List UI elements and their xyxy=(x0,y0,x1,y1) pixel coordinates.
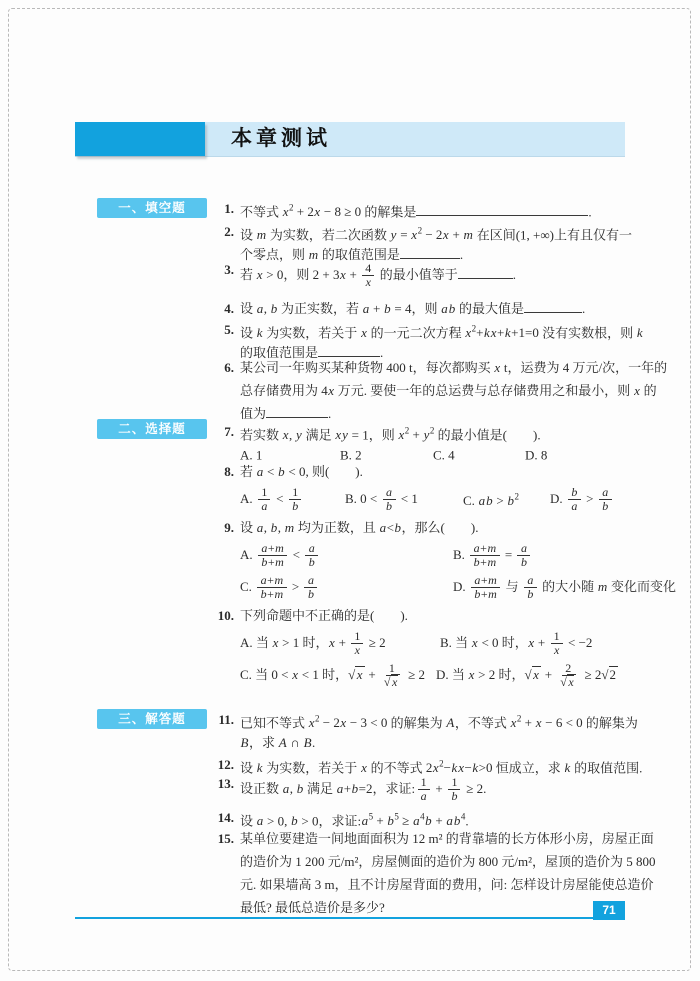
text-run: 为实数，若关于 xyxy=(263,760,361,776)
problem-number: 3. xyxy=(224,262,234,277)
text-run: 若实数 xyxy=(240,427,283,443)
math-run: a + b = 4 xyxy=(362,301,412,316)
math-run: x > 2 xyxy=(468,667,496,682)
fraction: $\frac{1}{√ x}$ xyxy=(381,662,403,689)
text-run: 变化而变化 xyxy=(607,579,677,594)
text-run: 设 xyxy=(240,301,257,316)
fraction: $\frac{a}{b}$ xyxy=(383,486,396,513)
text-run: 最低? 最低总造价是多少? xyxy=(240,900,385,915)
text-run: ，那么( xyxy=(401,520,445,535)
text-run: ，则 xyxy=(368,427,399,443)
math-run: A xyxy=(446,715,455,731)
math-run: 0 < x < 1 xyxy=(271,667,319,682)
fraction: $\frac{1}{x}$ xyxy=(351,630,363,657)
math-run: a, b xyxy=(282,781,304,796)
fraction: $\frac{2}{√ x}$ xyxy=(557,662,579,689)
math-run: x, y xyxy=(282,427,302,443)
math-run: < 1 xyxy=(397,491,418,506)
math-run: $x^2+kx+k+1=0$ xyxy=(465,324,539,341)
fraction: $\frac{a}{b}$ xyxy=(524,574,537,601)
text-run: 万元. 要使一年的总运费与总存储费用之和最小，则 xyxy=(334,383,634,398)
choice-option xyxy=(240,483,304,515)
text-run: . xyxy=(588,204,592,220)
problem-number: 9. xyxy=(224,520,234,535)
text-run: ，则 xyxy=(411,301,441,316)
answer-blank xyxy=(524,311,582,313)
math-run: > xyxy=(288,579,303,594)
problem-number: 2. xyxy=(224,224,234,239)
text-run: 为实数，若二次函数 xyxy=(266,227,391,243)
fraction: $\frac{a}{b}$ xyxy=(517,542,530,569)
text-run: 的造价为 1 200 元/m²，房屋侧面的造价为 800 元/m²，屋顶的造价为 5 800 xyxy=(240,854,656,869)
problem-number: 4. xyxy=(224,301,234,316)
math-run: m xyxy=(256,227,267,243)
math-run: < xyxy=(272,491,287,506)
choice-option xyxy=(436,659,618,691)
math-run: k xyxy=(564,760,571,776)
math-run: √ x + xyxy=(524,667,556,682)
text-run: 设 xyxy=(240,760,257,776)
problem-number: 11. xyxy=(218,712,234,727)
fraction: $\frac{a}{b}$ xyxy=(305,542,318,569)
problem-line xyxy=(240,197,644,220)
problem-line xyxy=(240,220,644,243)
text-run: 个零点，则 xyxy=(240,247,309,262)
math-run: x + xyxy=(329,635,350,650)
text-run: 已知不等式 xyxy=(240,715,309,731)
text-run: 的一元二次方程 xyxy=(367,325,465,341)
text-run: 时， xyxy=(498,635,528,650)
page-number-badge: 71 xyxy=(593,901,625,920)
problem-number: 12. xyxy=(217,757,234,772)
text-run: . xyxy=(465,813,469,829)
fraction: $\frac{1}{b}$ xyxy=(448,776,461,803)
text-run: 的取值范围. xyxy=(570,760,643,776)
math-run: < −2 xyxy=(564,635,593,650)
text-run: ，则 xyxy=(283,267,313,282)
text-run: C. 当 xyxy=(240,667,272,682)
text-run: 的解集是 xyxy=(361,204,417,220)
text-run: 的大小随 xyxy=(538,579,598,594)
math-run: < xyxy=(289,547,304,562)
text-run: t，运费为 4 万元/次，一年的 xyxy=(500,360,668,375)
problem-line xyxy=(240,516,644,539)
math-run: > xyxy=(582,491,597,506)
problem-line xyxy=(240,604,644,627)
math-run: x xyxy=(634,383,640,398)
math-run: a<b xyxy=(379,520,402,535)
text-run: . xyxy=(512,267,516,282)
math-run: ≥ 2 xyxy=(404,667,425,682)
fraction: $\frac{1}{a}$ xyxy=(258,486,271,513)
math-run: $x^2 + y^2$ xyxy=(398,426,435,443)
problem-number: 13. xyxy=(217,776,234,791)
answer-blank xyxy=(266,416,328,418)
choice-option xyxy=(240,659,425,691)
text-run: 均为正数，且 xyxy=(294,520,380,535)
math-run: ab xyxy=(441,301,456,316)
text-run: C. 4 xyxy=(433,447,455,462)
choice-option xyxy=(550,483,614,515)
text-run: 在区间(1, +∞)上有且仅有一 xyxy=(473,227,632,243)
choice-option xyxy=(345,483,418,515)
math-run: ≥ 2 xyxy=(462,781,484,796)
fraction: $\frac{a}{b}$ xyxy=(599,486,612,513)
text-run: ，求 xyxy=(248,735,279,750)
text-run: 时， xyxy=(299,635,329,650)
problem-line xyxy=(240,708,644,731)
choice-option xyxy=(240,539,320,571)
choice-option xyxy=(240,571,319,603)
text-run: A. 当 xyxy=(240,635,273,650)
math-run: k xyxy=(256,325,263,341)
text-run: 的 xyxy=(640,383,657,398)
text-run: 的取值范围是 xyxy=(240,345,319,360)
problem-number: 15. xyxy=(217,831,234,846)
math-run: $2x^2-kx-k>0$ xyxy=(425,759,493,776)
fraction: $\frac{a+m}{b+m}$ xyxy=(257,574,286,601)
math-run: a < b < 0 xyxy=(256,464,306,479)
page-title: 本章测试 xyxy=(231,126,331,150)
math-run: $x^2 - 2x - 3 < 0$ xyxy=(308,714,388,731)
text-run: 下列命题中不正确的是( xyxy=(240,608,375,623)
problem-line xyxy=(240,356,668,379)
problem-item xyxy=(210,708,644,754)
text-run: 设正数 xyxy=(240,781,283,796)
text-run: 设 xyxy=(240,520,257,535)
text-run: . xyxy=(380,345,384,360)
problem-item xyxy=(210,604,644,691)
math-run: a > 0, b > 0 xyxy=(256,813,319,829)
problem-line xyxy=(240,460,644,483)
problem-number: 14. xyxy=(217,810,234,825)
problem-line xyxy=(240,539,644,571)
math-run: 2 + 3x + xyxy=(312,267,361,282)
text-run: ，求证: xyxy=(318,813,362,829)
problem-item xyxy=(210,356,668,425)
math-run: x xyxy=(494,360,501,375)
problem-number: 5. xyxy=(224,322,234,337)
text-run: D. xyxy=(453,579,469,594)
problem-number: 7. xyxy=(224,424,234,439)
math-run: ≥ 2 xyxy=(365,635,386,650)
text-run: C. xyxy=(240,579,256,594)
problem-number: 1. xyxy=(224,201,234,216)
text-run: 时， xyxy=(495,667,525,682)
text-run: . xyxy=(459,247,464,262)
section-label: 三、解答题 xyxy=(97,709,207,729)
choice-option xyxy=(453,539,532,571)
problem-number: 6. xyxy=(224,360,234,375)
fraction: $\frac{a+m}{b+m}$ xyxy=(471,574,500,601)
text-run: 元. 如果墙高 3 m，且不计房屋背面的费用，问: 怎样设计房屋能使总造价 xyxy=(240,877,654,892)
math-run: $x^2 + x - 6 < 0$ xyxy=(510,714,583,731)
section-label: 二、选择题 xyxy=(97,419,207,439)
text-run: ). xyxy=(400,608,408,623)
math-run: a+b=2 xyxy=(336,781,373,796)
problem-line xyxy=(240,627,644,659)
problem-line xyxy=(240,873,654,896)
text-run: 某单位要建造一间地面面积为 12 m² 的背靠墙的长方体形小房，房屋正面 xyxy=(240,831,654,846)
text-run: 的解集为 xyxy=(387,715,446,731)
text-run: 的不等式 xyxy=(367,760,426,776)
problem-number: 10. xyxy=(217,608,234,623)
problem-line xyxy=(240,850,656,873)
problem-line xyxy=(240,571,677,603)
problem-item xyxy=(210,516,677,603)
text-run: B. 2 xyxy=(340,447,362,462)
text-run: 若 xyxy=(240,464,257,479)
text-run: , 则( xyxy=(305,464,330,479)
text-run: A. xyxy=(240,491,256,506)
problem-line xyxy=(240,258,644,292)
text-run: ，求证: xyxy=(372,781,416,796)
text-run: . xyxy=(582,301,586,316)
text-run: 的最小值是( xyxy=(434,427,508,443)
math-run: a, b xyxy=(256,301,278,316)
math-run: $y = x^2 - 2x + m$ xyxy=(390,226,473,243)
problem-line xyxy=(240,772,644,806)
text-run: 为正实数，若 xyxy=(277,301,363,316)
math-run: $a^5 + b^5 \ge a^4b + ab^4$ xyxy=(361,812,466,829)
text-run: B. 当 xyxy=(440,635,472,650)
math-run: x > 1 xyxy=(272,635,300,650)
footer-rule xyxy=(75,917,593,919)
problem-line xyxy=(240,379,657,402)
answer-blank xyxy=(416,214,588,216)
problem-line xyxy=(240,420,644,443)
math-run: 0 < xyxy=(360,491,381,506)
problem-line xyxy=(240,483,644,515)
text-run: D. xyxy=(550,491,566,506)
math-run: x > 0 xyxy=(256,267,284,282)
math-run: a, b, m xyxy=(256,520,295,535)
choice-option xyxy=(463,481,519,517)
math-run: xy = 1 xyxy=(335,427,369,443)
math-run: + xyxy=(432,781,446,796)
text-run: 没有实数根，则 xyxy=(538,325,637,341)
fraction: $\frac{1}{x}$ xyxy=(550,630,562,657)
problem-number: 8. xyxy=(224,464,234,479)
text-run: A. xyxy=(240,547,256,562)
fraction: $\frac{b}{a}$ xyxy=(568,486,581,513)
math-run: 4x xyxy=(321,383,335,398)
math-run: $x^2 + 2x - 8 \ge 0$ xyxy=(282,203,362,220)
problem-line xyxy=(240,297,644,320)
problem-item xyxy=(210,772,644,806)
text-run: 满足 xyxy=(303,781,337,796)
math-run: x < 0 xyxy=(471,635,499,650)
text-run: D. 当 xyxy=(436,667,469,682)
text-run: B. xyxy=(345,491,361,506)
choice-option xyxy=(440,627,592,659)
problem-line xyxy=(240,659,644,691)
math-run: k xyxy=(256,760,263,776)
text-run: 满足 xyxy=(302,427,335,443)
text-run: ). xyxy=(470,520,479,535)
text-run: 为实数，若关于 xyxy=(263,325,361,341)
text-run: ). xyxy=(355,464,363,479)
math-run: m xyxy=(597,579,608,594)
problem-line xyxy=(240,896,644,919)
math-run: ab > $b^2$ xyxy=(478,491,520,509)
math-run: m xyxy=(308,247,319,262)
answer-blank xyxy=(458,277,513,279)
text-run: A. 1 xyxy=(240,447,263,462)
math-run: k xyxy=(636,325,643,341)
text-run: ). xyxy=(533,427,541,443)
problem-line xyxy=(240,827,654,850)
text-run: 不等式 xyxy=(240,204,283,220)
math-run: = xyxy=(501,547,516,562)
math-run: B xyxy=(240,735,249,750)
fraction: $\frac{a+m}{b+m}$ xyxy=(258,542,287,569)
text-run: 设 xyxy=(240,813,257,829)
choice-option xyxy=(240,627,386,659)
text-run: 若 xyxy=(240,267,257,282)
problem-item xyxy=(210,460,644,515)
text-run: 设 xyxy=(240,325,257,341)
math-run: x xyxy=(361,325,367,341)
math-run: A ∩ B xyxy=(278,735,312,750)
problem-line xyxy=(240,318,644,341)
math-run: x xyxy=(361,760,367,776)
text-run: 总存储费用为 xyxy=(240,383,322,398)
fraction: $\frac{a+m}{b+m}$ xyxy=(470,542,499,569)
problem-item xyxy=(210,806,644,829)
problem-item xyxy=(210,297,644,320)
text-run: 设 xyxy=(240,227,257,243)
text-run: 某公司一年购买某种货物 400 t，每次都购买 xyxy=(240,360,494,375)
text-run: 时， xyxy=(318,667,349,682)
problem-item xyxy=(210,197,644,220)
text-run: 的取值范围是 xyxy=(318,247,400,262)
problem-line xyxy=(240,731,644,754)
text-run: . xyxy=(328,406,332,421)
text-run: 恒成立，求 xyxy=(492,760,565,776)
choice-option xyxy=(453,571,676,603)
text-run: . xyxy=(483,781,487,796)
header-accent-block xyxy=(75,122,205,156)
text-run: 的解集为 xyxy=(582,715,638,731)
fraction: $\frac{1}{b}$ xyxy=(289,486,302,513)
text-run: 与 xyxy=(502,579,522,594)
text-run: ，不等式 xyxy=(454,715,511,731)
text-run: . xyxy=(312,735,316,750)
fraction: $\frac{4}{x}$ xyxy=(362,262,374,289)
math-run: x + xyxy=(528,635,549,650)
problem-line xyxy=(240,806,644,829)
text-run: B. xyxy=(453,547,469,562)
fraction: $\frac{a}{b}$ xyxy=(304,574,317,601)
text-run: 的最大值是 xyxy=(455,301,524,316)
fraction: $\frac{1}{a}$ xyxy=(417,776,430,803)
text-run: D. 8 xyxy=(525,447,548,462)
text-run: C. xyxy=(463,493,479,509)
problem-item xyxy=(210,258,644,292)
text-run: 值为 xyxy=(240,406,267,421)
section-label: 一、填空题 xyxy=(97,198,207,218)
text-run: 的最小值等于 xyxy=(376,267,458,282)
math-run: √ x + xyxy=(348,667,379,682)
math-run: ≥ 2√2 xyxy=(581,667,616,682)
problem-item xyxy=(210,827,656,919)
